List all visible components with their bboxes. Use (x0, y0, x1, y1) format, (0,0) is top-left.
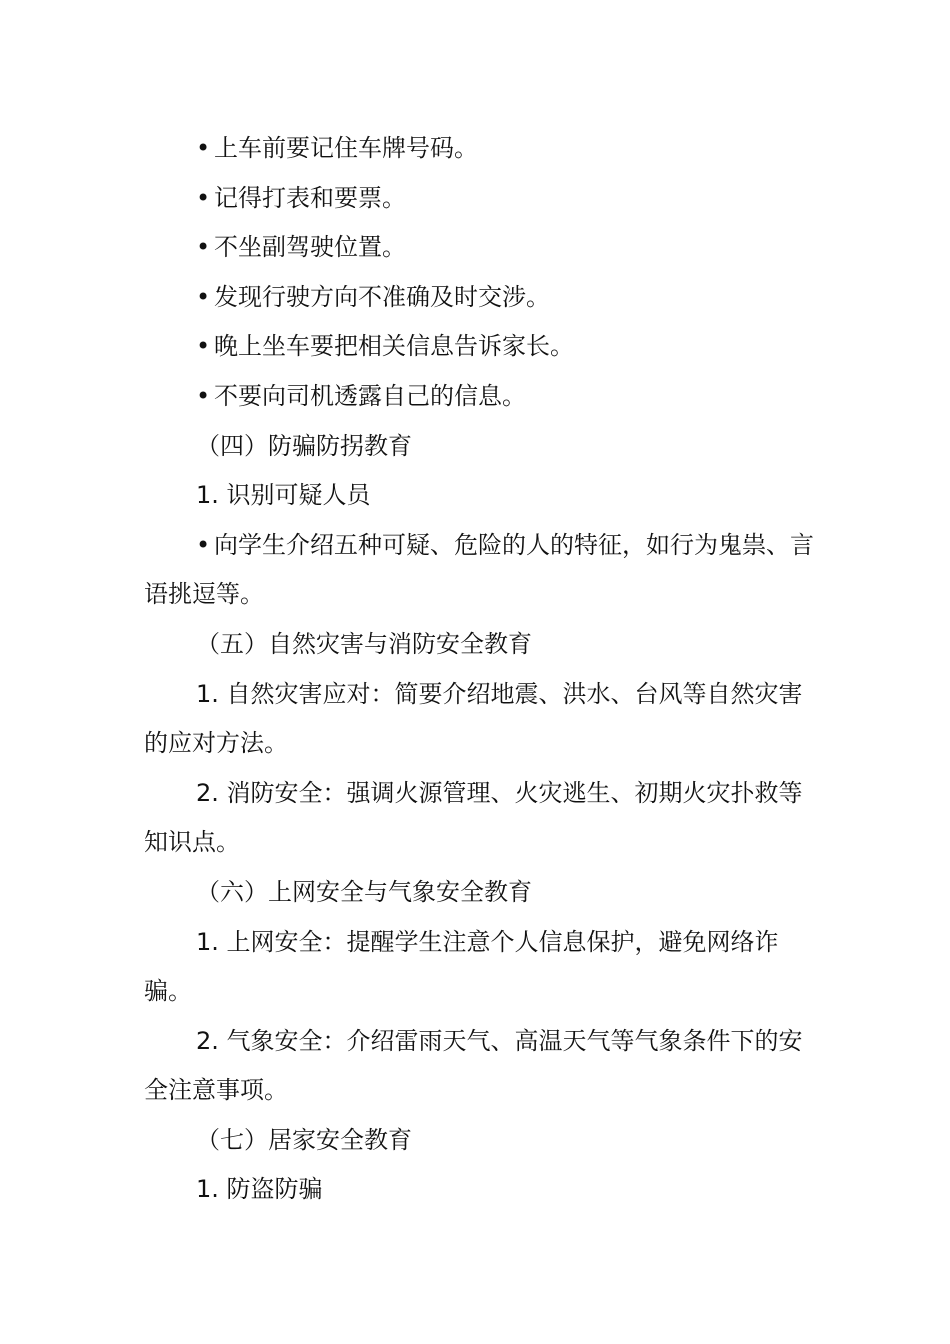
bullet-item-license-plate (144, 124, 824, 174)
list-item-fire-safety: 2. 消防安全：强调火源管理、火灾逃生、初期火灾扑救等知识点。 (144, 778, 803, 857)
bullet-item-meter-receipt (144, 174, 824, 224)
bullet-icon: • (196, 134, 211, 162)
bullet-item-privacy (144, 372, 824, 422)
bullet-text: 发现行驶方向不准确及时交涉。 (214, 282, 550, 311)
bullet-icon: • (196, 233, 211, 262)
bullet-item-front-seat (144, 223, 824, 273)
list-item-weather-safety: 2. 气象安全：介绍雷雨天气、高温天气等气象条件下的安全注意事项。 (144, 1026, 803, 1105)
list-item-internet-safety: 1. 上网安全：提醒学生注意个人信息保护，避免网络诈骗。 (144, 927, 779, 1006)
bullet-text: 记得打表和要票。 (214, 183, 406, 212)
section-heading-internet-weather: （六）上网安全与气象安全教育 (196, 877, 532, 906)
list-item-natural-disaster: 1. 自然灾害应对：简要介绍地震、洪水、台风等自然灾害的应对方法。 (144, 679, 803, 758)
bullet-text: 晚上坐车要把相关信息告诉家长。 (214, 332, 574, 361)
bullet-icon: • (196, 530, 211, 559)
list-item-identify-suspects: 1. 识别可疑人员 (196, 481, 371, 510)
bullet-icon: • (196, 183, 211, 212)
bullet-icon: • (196, 381, 211, 410)
bullet-text: 上车前要记住车牌号码。 (214, 134, 478, 162)
bullet-item-direction (144, 273, 824, 323)
bullet-text: 不坐副驾驶位置。 (214, 233, 406, 262)
bullet-icon: • (196, 282, 211, 311)
document-body (144, 124, 824, 1215)
section-heading-disaster-fire: （五）自然灾害与消防安全教育 (196, 629, 532, 658)
list-item-anti-theft: 1. 防盗防骗 (196, 1175, 323, 1204)
bullet-text: 不要向司机透露自己的信息。 (214, 381, 526, 410)
bullet-text: 向学生介绍五种可疑、危险的人的特征，如行为鬼祟、言语挑逗等。 (144, 530, 814, 609)
bullet-item-suspect-traits (144, 521, 824, 620)
bullet-item-night-ride (144, 322, 824, 372)
section-heading-anti-fraud: （四）防骗防拐教育 (196, 431, 412, 460)
section-heading-home-safety: （七）居家安全教育 (196, 1125, 412, 1154)
bullet-icon: • (196, 332, 211, 361)
